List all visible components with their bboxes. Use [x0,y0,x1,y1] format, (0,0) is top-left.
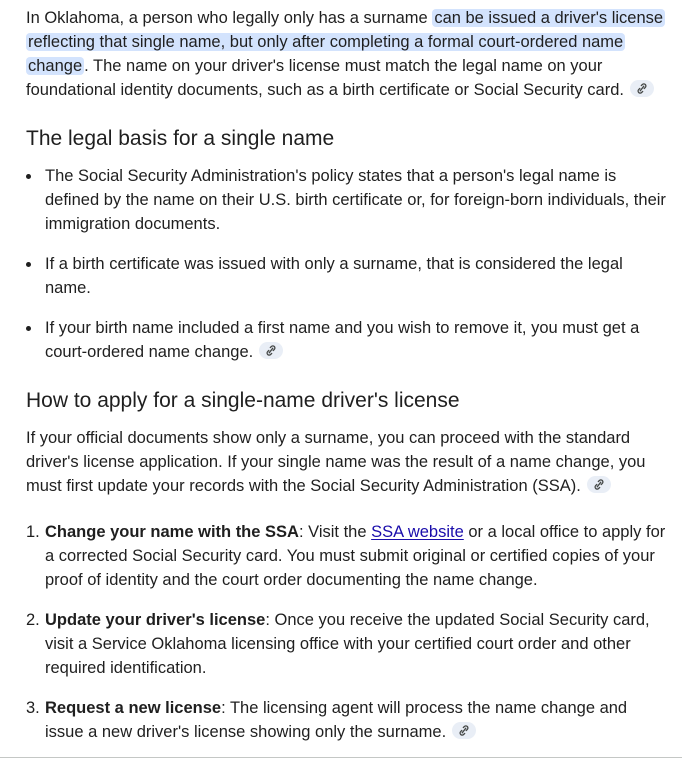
list-item [26,164,666,236]
list-item [26,696,666,744]
link-icon [636,83,648,94]
bullet-text: The Social Security Administration's policy states that a person's legal name is defined by the name on their U.S. birth certificate or, for foreign-born individuals, their immigration documents. [45,167,666,233]
link-icon [458,725,470,736]
list-item [26,608,666,680]
steps-list [26,520,666,744]
step-title: Change your name with the SSA [45,523,299,541]
step-text: : Once you receive the updated Social Security card, visit a Service Oklahoma licensing office with your certified court order and other required identification. [45,611,650,677]
intro-paragraph [26,6,666,102]
section1-heading: The legal basis for a single name [26,127,335,150]
section2-paragraph-text: If your official documents show only a surname, you can proceed with the standard driver's license application. If your single name was the result of a name change, you must first update your records with the Social Security Administration (SSA). [26,429,646,495]
citation-chip-section2[interactable] [587,476,611,493]
step-text: : The licensing agent will process the name change and issue a new driver's license showing only the surname. [45,699,628,741]
answer-content [26,6,666,760]
step-text: : Visit the [298,523,372,541]
step-title: Request a new license [45,699,222,717]
link-icon [265,345,277,356]
intro-text-after: . The name on your driver's license must match the legal name on your foundational identity documents, such as a birth certificate or Social Security card. [26,57,624,99]
bullet-text: If a birth certificate was issued with only a surname, that is considered the legal name. [45,255,623,297]
section2-paragraph [26,426,666,498]
citation-chip-step3[interactable] [452,722,476,739]
link-icon [593,479,605,490]
step-text: or a local office to apply for a corrected Social Security card. You must submit original or certified copies of your proof of identity and the court order documenting the name change. [45,523,666,589]
step-number: 2. [26,611,40,629]
intro-highlight: can be issued a driver's license reflecting that single name, but only after completing a formal court-ordered name change [28,9,664,75]
citation-chip-intro[interactable] [630,80,654,97]
step-number: 1. [26,523,40,541]
list-item [26,252,666,300]
intro-text-before: In Oklahoma, a person who legally only has a surname [26,9,433,27]
ssa-website-link[interactable]: SSA website [371,523,464,541]
citation-chip-section1[interactable] [259,342,283,359]
step-title: Update your driver's license [45,611,266,629]
list-item [26,520,666,592]
list-item [26,316,666,364]
section2-heading: How to apply for a single-name driver's license [26,389,460,412]
bullet-text: If your birth name included a first name and you wish to remove it, you must get a court-ordered name change. [45,319,640,361]
step-number: 3. [26,699,40,717]
section1-bullet-list [26,164,666,364]
